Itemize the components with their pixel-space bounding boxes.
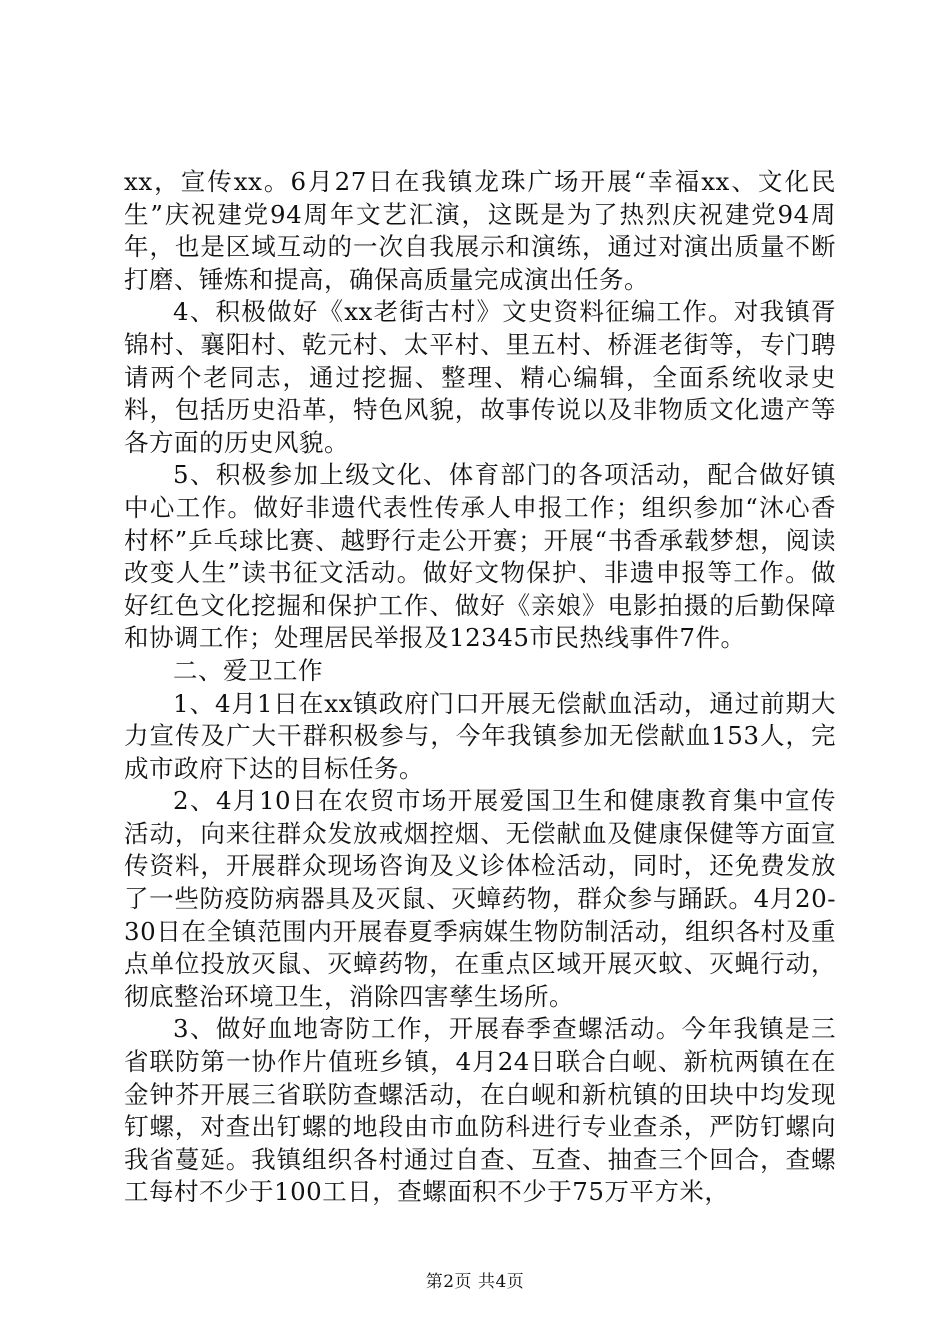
- section-paragraph-1: 1、4月1日在xx镇政府门口开展无偿献血活动，通过前期大力宣传及广大干群积极参与，今年我镇参加无偿献血153人，完成市政府下达的目标任务。: [124, 688, 836, 783]
- paragraph-item-4: 4、积极做好《xx老街古村》文史资料征编工作。对我镇胥锦村、襄阳村、乾元村、太平村、里五村、桥涯老街等，专门聘请两个老同志，通过挖掘、整理、精心编辑，全面系统收录史料，包括历史沿革，特色风貌，故事传说以及非物质文化遗产等各方面的历史风貌。: [124, 297, 836, 457]
- document-body: [124, 166, 836, 1209]
- paragraph-item-5: 5、积极参加上级文化、体育部门的各项活动，配合做好镇中心工作。做好非遗代表性传承人申报工作；组织参加“沐心香村杯”乒乓球比赛、越野行走公开赛；开展“书香承载梦想，阅读改变人生”读书征文活动。做好文物保护、非遗申报等工作。做好红色文化挖掘和保护工作、做好《亲娘》电影拍摄的后勤保障和协调工作；处理居民举报及12345市民热线事件7件。: [124, 460, 836, 653]
- section-paragraph-2: 2、4月10日在农贸市场开展爱国卫生和健康教育集中宣传活动，向来往群众发放戒烟控烟、无偿献血及健康保健等方面宣传资料，开展群众现场咨询及义诊体检活动，同时，还免费发放了一些防疫防病器具及灭鼠、灭蟑药物，群众参与踊跃。4月20-30日在全镇范围内开展春夏季病媒生物防制活动，组织各村及重点单位投放灭鼠、灭蟑药物，在重点区域开展灭蚊、灭蝇行动，彻底整治环境卫生，消除四害孳生场所。: [124, 786, 836, 1011]
- section-paragraph-3: 3、做好血地寄防工作，开展春季查螺活动。今年我镇是三省联防第一协作片值班乡镇，4月24日联合白岘、新杭两镇在在金钟芥开展三省联防查螺活动，在白岘和新杭镇的田块中均发现钉螺，对查出钉螺的地段由市血防科进行专业查杀，严防钉螺向我省蔓延。我镇组织各村通过自查、互查、抽查三个回合，查螺工每村不少于100工日，查螺面积不少于75万平方米，: [124, 1014, 836, 1207]
- page-number-footer: 第2页 共4页: [425, 1272, 525, 1292]
- paragraph-continuation: xx，宣传xx。6月27日在我镇龙珠广场开展“幸福xx、文化民生”庆祝建党94周年文艺汇演，这既是为了热烈庆祝建党94周年，也是区域互动的一次自我展示和演练，通过对演出质量不断打磨、锤炼和提高，确保高质量完成演出任务。: [124, 167, 836, 294]
- section-heading: 二、爱卫工作: [173, 655, 323, 685]
